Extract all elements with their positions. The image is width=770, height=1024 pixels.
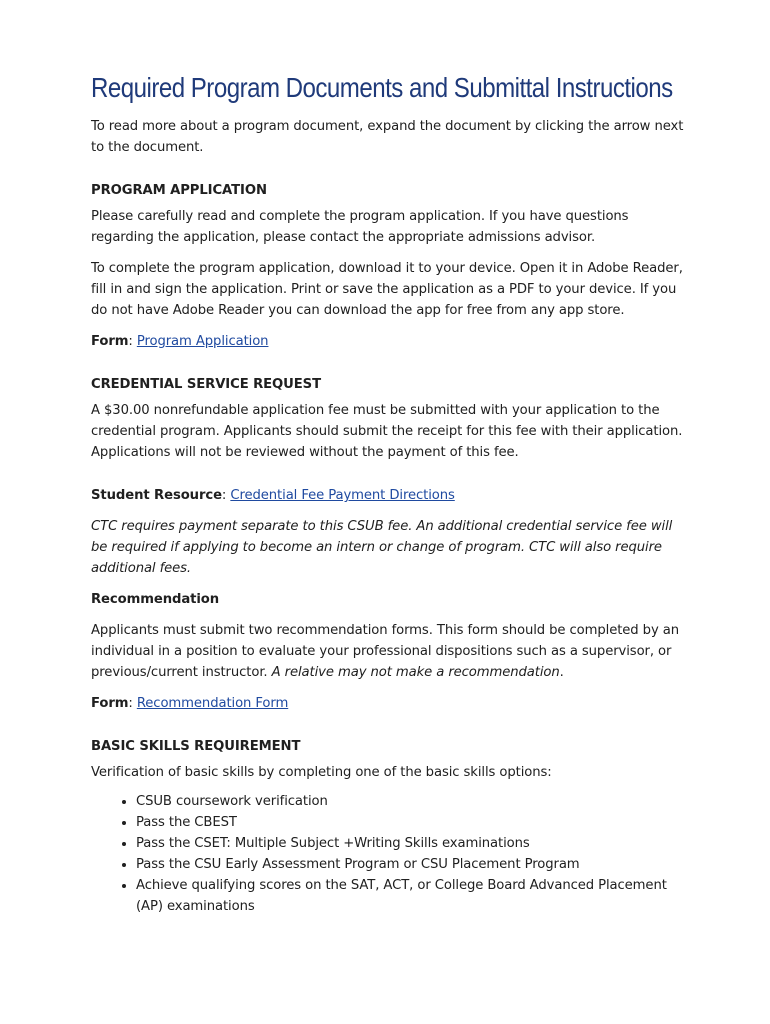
intro-text: To read more about a program document, expand the document by clicking the arrow next to the document.	[91, 119, 684, 155]
student-resource-line: Student Resource: Credential Fee Payment Directions	[91, 488, 455, 503]
basic-skills-list	[91, 791, 691, 917]
credential-fee-link[interactable]: Credential Fee Payment Directions	[230, 488, 455, 503]
basic-skills-intro: Verification of basic skills by completing one of the basic skills options:	[91, 765, 552, 780]
program-application-link[interactable]: Program Application	[136, 334, 269, 349]
recommendation-form-line: Form: Recommendation Form	[91, 696, 289, 711]
program-application-section	[91, 180, 691, 352]
recommendation-heading: Recommendation	[91, 592, 220, 607]
list-item: • CSUB coursework verification	[136, 791, 691, 812]
ctc-note: CTC requires payment separate to this CSUB fee. An additional credential service fee will be required if applying to become an intern or change of program. CTC will also require additional fees.	[91, 519, 673, 576]
credential-service-para-1: A $30.00 nonrefundable application fee must be submitted with your application to the credential program. Applicants should submit the receipt for this fee with their application. Applications will not be reviewed without the payment of this fee.	[91, 403, 683, 460]
list-item: • Pass the CBEST	[136, 812, 691, 833]
program-application-para-1: Please carefully read and complete the program application. If you have questions regarding the application, please contact the appropriate admissions advisor.	[91, 209, 629, 245]
document-content	[91, 70, 691, 917]
recommendation-para-end: .	[559, 665, 564, 680]
credential-service-section	[91, 374, 691, 579]
list-item: • Pass the CSET: Multiple Subject +Writing Skills examinations	[136, 833, 691, 854]
credential-service-heading: CREDENTIAL SERVICE REQUEST	[91, 377, 321, 392]
page-title: Required Program Documents and Submittal Instructions	[91, 72, 673, 103]
list-item: • Achieve qualifying scores on the SAT, ACT, or College Board Advanced Placement (AP) examinations	[136, 875, 691, 917]
recommendation-para-text: Applicants must submit two recommendation forms. This form should be completed by an individual in a position to evaluate your professional dispositions such as a supervisor, or previous/current instructor.	[91, 623, 679, 680]
basic-skills-section	[91, 736, 691, 917]
recommendation-para	[91, 620, 691, 683]
recommendation-form-label: Form	[91, 696, 129, 711]
form-label: Form	[91, 334, 129, 349]
recommendation-form-link[interactable]: Recommendation Form	[136, 696, 289, 711]
basic-skills-heading: BASIC SKILLS REQUIREMENT	[91, 739, 301, 754]
recommendation-section	[91, 589, 691, 714]
recommendation-italic-text: A relative may not make a recommendation	[271, 665, 560, 680]
program-application-form-line: Form: Program Application	[91, 334, 269, 349]
program-application-heading: PROGRAM APPLICATION	[91, 183, 267, 198]
list-item: • Pass the CSU Early Assessment Program or CSU Placement Program	[136, 854, 691, 875]
student-resource-label: Student Resource	[91, 488, 222, 503]
program-application-para-2: To complete the program application, download it to your device. Open it in Adobe Reader, fill in and sign the application. Print or save the application as a PDF to your device. If you do not have Adobe Reader you can download the app for free from any app store.	[91, 261, 683, 318]
